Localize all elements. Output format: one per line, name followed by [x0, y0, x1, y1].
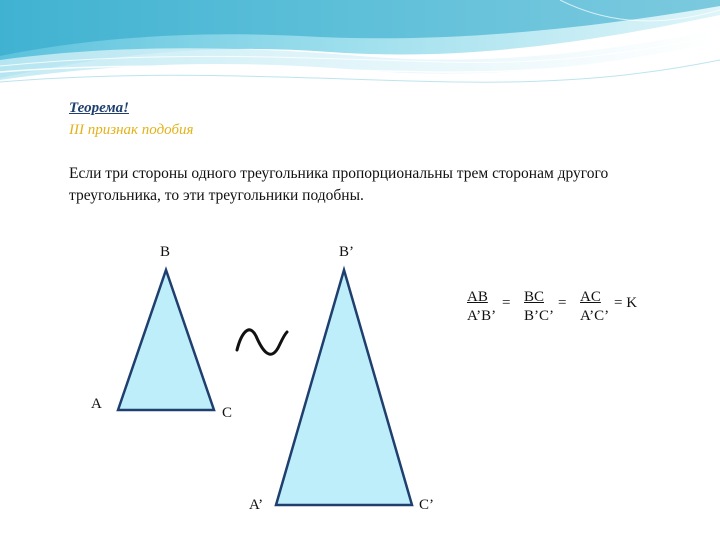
theorem-heading: Теорема!: [69, 100, 129, 116]
vertex-label-b-prime: B’: [339, 244, 354, 260]
ratio-bc: [524, 288, 554, 326]
ratio-ac: [580, 288, 609, 326]
ratio-bc-denominator: B’C’: [524, 308, 554, 324]
ratio-ac-numerator: AC: [580, 289, 601, 305]
ratio-ab: [467, 288, 496, 326]
triangle-a1b1c1: [276, 270, 412, 505]
theorem-statement: Если три стороны одного треугольника пропорциональны трем сторонам другого треугольника, то эти треугольники подобны.: [69, 165, 609, 204]
vertex-label-c: C: [222, 405, 233, 421]
ratio-ac-denominator: A’C’: [580, 308, 610, 324]
similarity-sign: [237, 330, 287, 354]
ratio-ab-numerator: AB: [467, 289, 488, 305]
vertex-label-b: B: [160, 244, 171, 260]
theorem-subtitle: III признак подобия: [69, 122, 194, 138]
vertex-label-a-prime: A’: [249, 497, 264, 513]
equals-sign-2: =: [558, 295, 567, 311]
equals-k: = K: [614, 295, 638, 311]
vertex-label-a: A: [91, 396, 102, 412]
ratio-bc-numerator: BC: [524, 289, 545, 305]
equals-sign-1: =: [502, 295, 511, 311]
vertex-label-c-prime: C’: [419, 497, 434, 513]
ratio-ab-denominator: A’B’: [467, 308, 497, 324]
triangle-abc: [118, 270, 214, 410]
